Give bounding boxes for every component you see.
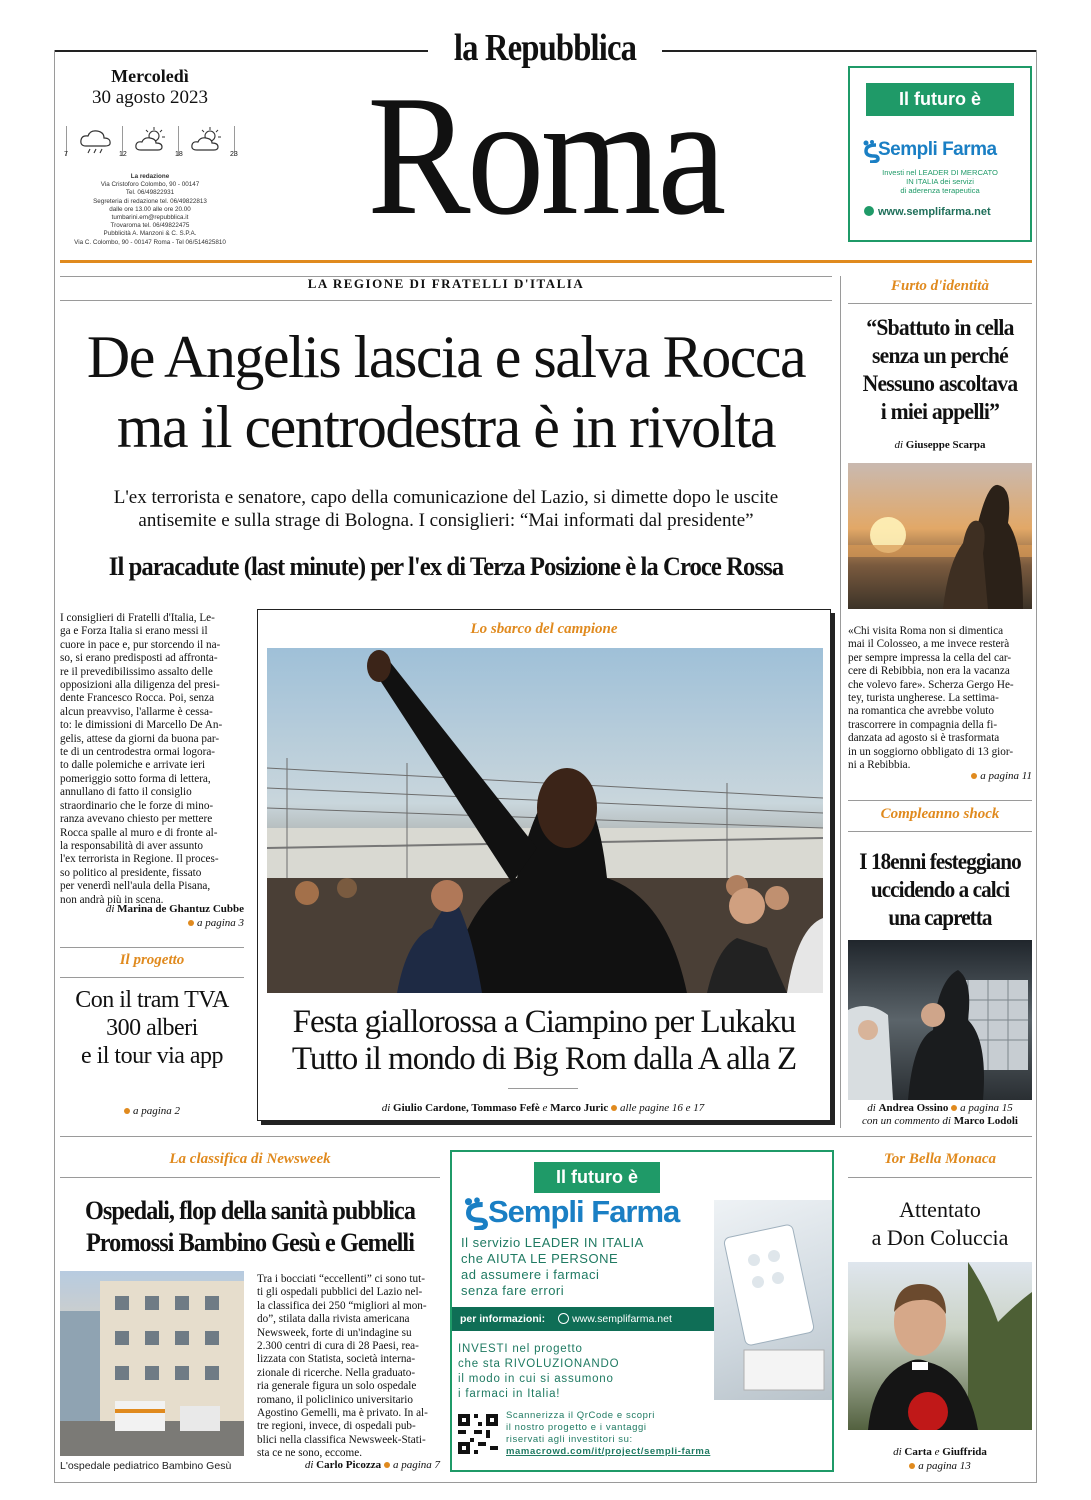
lead-subhead[interactable]: Il paracadute (last minute) per l'ex di Terza Posizione è la Croce Rossa (108, 552, 784, 581)
temp-label: 18 (175, 151, 183, 158)
sun-cloud-icon (134, 126, 170, 154)
ospedali-headline[interactable]: Ospedali, flop della sanità pubblica Promossi Bambino Gesù e Gemelli (84, 1196, 415, 1257)
globe-icon (558, 1313, 569, 1324)
lukaku-byline[interactable]: di Giulio Cardone, Tommaso Fefè e Marco Juric alle pagine 16 e 17 (381, 1102, 705, 1114)
ospedali-body: Tra i bocciati “eccellenti” ci sono tut- ti gli ospedali pubblici del Lazio nel- la classifica dei 250 “migliori al mon- do”, stilata dalla rivista americana Newsweek, forte di un'indagine su 2.300 centri di cura di 28 Paesi, rea- lizzata con Statista, società interna- zionale di ricerche. Nella graduato- ria generale figura un solo ospedale romano, il policlinico universitario Agostino Gemelli, ma è privato. In al- tre regioni, invece, di ospedali pub- blici nella classifica Newsweek-Stati- sta ce ne sono, eccome. (257, 1273, 428, 1460)
ad-bottom-claims: Il servizio LEADER IN ITALIA che AIUTA LE PERSONE ad assumere i farmaci senza fare errori (461, 1235, 644, 1298)
lukaku-photo[interactable] (267, 648, 823, 993)
ad-top[interactable] (848, 66, 1032, 242)
lead-deck: L'ex terrorista e senatore, capo della comunicazione del Lazio, si dimette dopo le uscite antisemite e sulla strage di Bologna. I consiglieri: “Mai informati dal presidente” (113, 487, 779, 531)
bullet-icon (611, 1105, 617, 1111)
lead-body: I consiglieri di Fratelli d'Italia, Le- ga e Forza Italia si erano messi il cuore in pace e, pur storcendo il na- so, si erano predisposti ad affronta- re il prevedibilissimo assalto delle opposizioni alla diligenza del presi- dente Francesco Rocca. Poi, senza alcun preavviso, l'allarme è cessa- to: le dimissioni di Marcello De An- gelis, attese da giorni da buona par- te di un centrodestra ormai logora- to dalle polemiche e arrivate ieri pomeriggio sotto forma di lettera, annullano di fatto il consiglio straordinario che le forze di mino- ranza avevano chiesto per mettere Rocca spalle al muro e di fronte al- la responsabilità di aver assunto l'ex terrorista in Regione. Il proces- so politico al presidente, fissato per venerdì nell'aula della Pisana, non andrà più in scena. (60, 612, 223, 906)
bullet-icon (384, 1462, 390, 1468)
compleanno-photo[interactable] (848, 940, 1032, 1100)
lukaku-headline[interactable]: Festa giallorossa a Ciampino per Lukaku Tutto il mondo di Big Rom dalla A alla Z (291, 1004, 797, 1077)
ospedali-caption: L'ospedale pediatrico Bambino Gesù (60, 1460, 232, 1472)
furto-kicker: Furto d'identità (891, 278, 989, 294)
masthead-date: 30 agosto 2023 (91, 87, 209, 108)
ospedali-kicker: La classifica di Newsweek (169, 1151, 331, 1167)
ad-bottom-invest: INVESTI nel progetto che sta RIVOLUZIONANDO il modo in cui si assumono i farmaci in Italia! (458, 1343, 620, 1400)
ad-bottom-product-photo (714, 1200, 834, 1400)
lukaku-box (257, 609, 831, 1121)
hospital-building-art (60, 1271, 244, 1456)
temp-label: 23 (230, 151, 238, 158)
qr-code-icon (458, 1414, 498, 1454)
ad-top-url[interactable]: www.semplifarma.net (864, 206, 1024, 218)
redazione-info: La redazione Via Cristoforo Colombo, 90 - 00147 Tel. 06/49822931 Segreteria di redazione tel. 06/49822813 dalle ore 13.00 alle ore 20.00 tumbarini.em@repubblica.it Trovaroma tel. 06/49822475 Pubblicità A. Manzoni & C. S.P.A. Via C. Colombo, 90 - 00147 Roma - Tel 06/514625810 (74, 173, 226, 246)
qr-code[interactable] (458, 1414, 498, 1454)
ad-bottom-logo: Sempli Farma (462, 1194, 722, 1234)
progetto-headline[interactable]: Con il tram TVA 300 alberi e il tour via app (75, 987, 229, 1069)
pill-pack-art (714, 1200, 834, 1400)
section-label: LA REGIONE DI FRATELLI D'ITALIA (307, 276, 585, 291)
weather-strip (66, 124, 246, 160)
lead-page-ref[interactable]: a pagina 3 (60, 917, 244, 929)
bullet-icon (971, 773, 977, 779)
globe-icon (864, 206, 874, 216)
monaca-headline[interactable]: Attentato a Don Coluccia (871, 1197, 1009, 1250)
bullet-icon (909, 1463, 915, 1469)
compleanno-headline[interactable]: I 18enni festeggiano uccidendo a calci una capretta (859, 849, 1021, 930)
edition-title: Roma (367, 61, 723, 251)
lead-headline[interactable]: De Angelis lascia e salva Rocca ma il centrodestra è in rivolta (86, 324, 806, 460)
ad-top-tagline: Investi nel LEADER DI MERCATO IN ITALIA dei servizi di aderenza terapeutica (882, 168, 998, 195)
compleanno-comment: con un commento di Marco Lodoli (862, 1115, 1018, 1127)
monaca-page-ref[interactable]: a pagina 13 (848, 1460, 1032, 1472)
lead-byline: di Marina de Ghantuz Cubbe (105, 903, 244, 915)
ad-bottom[interactable] (450, 1150, 834, 1472)
compleanno-kicker: Compleanno shock (880, 806, 1000, 822)
furto-byline: di Giuseppe Scarpa (894, 439, 986, 451)
ospedali-byline[interactable]: di Carlo Picozza a pagina 7 (304, 1459, 440, 1471)
ad-top-headline: Il futuro è (866, 83, 1014, 116)
masthead-divider (60, 260, 1032, 263)
progetto-page-ref[interactable]: a pagina 2 (60, 1105, 244, 1117)
furto-photo[interactable] (848, 463, 1032, 609)
rain-cloud-icon (78, 128, 114, 154)
furto-headline[interactable]: “Sbattuto in cella senza un perché Nessuno ascoltava i miei appelli” (862, 315, 1018, 424)
monaca-kicker: Tor Bella Monaca (884, 1151, 996, 1167)
night-scene-art (848, 940, 1032, 1100)
progetto-kicker: Il progetto (119, 952, 185, 968)
ad-bottom-qr-url[interactable]: mamacrowd.com/it/project/sempli-farma (506, 1446, 711, 1457)
sunset-couple-art (848, 463, 1032, 609)
bullet-icon (951, 1105, 957, 1111)
bullet-icon (124, 1108, 130, 1114)
ad-bottom-info-bar[interactable]: per informazioni: www.semplifarma.net (452, 1307, 714, 1331)
monaca-photo[interactable] (848, 1262, 1032, 1430)
masthead-day: Mercoledì (111, 66, 189, 86)
ad-top-logo: Sempli Farma (862, 138, 1022, 164)
furto-page-ref[interactable]: a pagina 11 (848, 770, 1032, 782)
ad-bottom-headline: Il futuro è (534, 1162, 660, 1193)
ad-bottom-qr-text: Scannerizza il QrCode e scopri il nostro progetto e i vantaggi riservati agli investitori su: mamacrowd.com/it/project/sempli-farma (506, 1410, 806, 1458)
temp-label: 12 (119, 151, 127, 158)
temp-label: 7 (64, 151, 68, 158)
monaca-byline: di Carta e Giuffrida (893, 1446, 987, 1458)
bullet-icon (188, 920, 194, 926)
paper-name: la Repubblica (453, 27, 637, 69)
ospedali-photo[interactable] (60, 1271, 244, 1456)
sun-cloud-icon (190, 126, 226, 154)
furto-body: «Chi visita Roma non si dimentica mai il Colosseo, a me invece resterà per sempre impressa la cella del car- cere di Rebibbia, non era la vacanza che volevo fare». Scherza Gergo He- tey, turista ungherese. La settima- na romantica che avrebbe voluto trascorrere in compagnia della fi- danzata ad agosto si è trasformata in un soggiorno obbligato di 13 gior- ni a Rebibbia. (848, 625, 1014, 772)
crowd-photo-art (267, 648, 823, 993)
lukaku-kicker: Lo sbarco del campione (470, 621, 618, 637)
compleanno-byline[interactable]: di Andrea Ossino a pagina 15 (867, 1102, 1013, 1114)
priest-portrait-art (848, 1262, 1032, 1430)
